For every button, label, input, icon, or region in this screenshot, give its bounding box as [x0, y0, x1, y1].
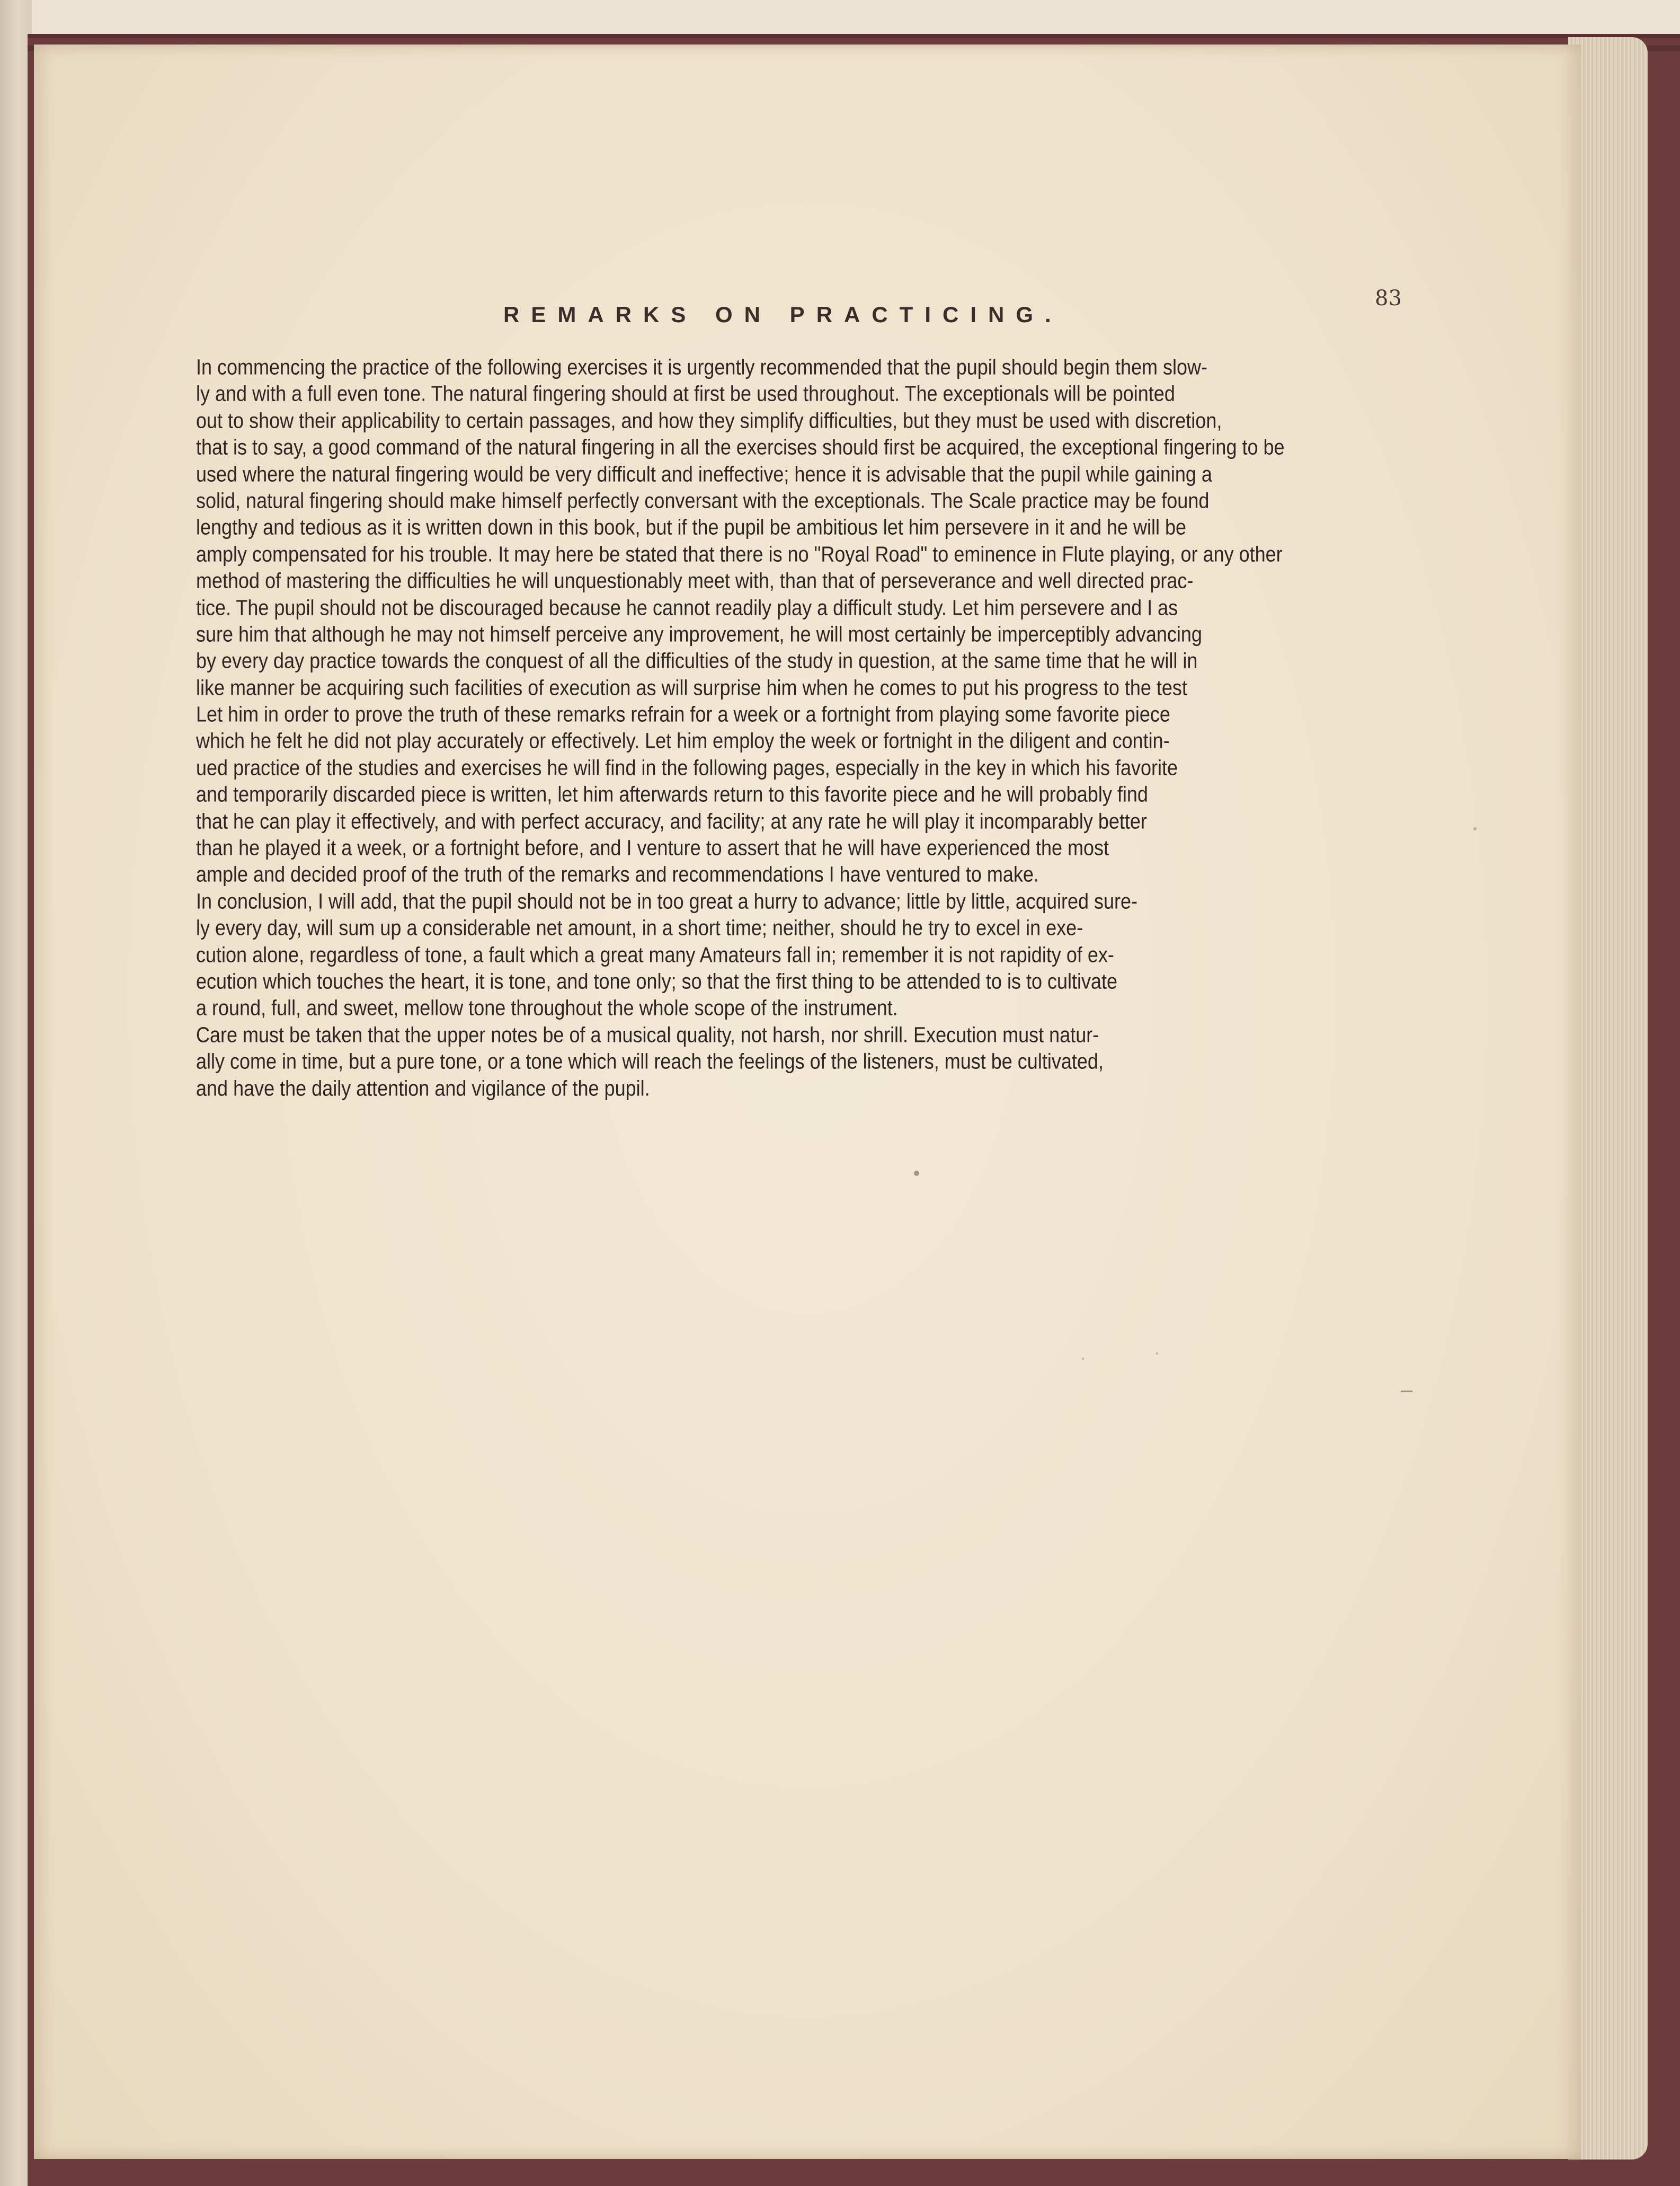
text-line: Care must be taken that the upper notes be of a musical quality, not harsh, nor shrill. Execution must natur-: [196, 1022, 1099, 1047]
text-line: amply compensated for his trouble. It may here be stated that there is no "Royal Road" to eminence in Flute playing, or any other: [196, 542, 1283, 567]
page-number: 83: [1375, 286, 1402, 311]
text-line: which he felt he did not play accurately or effectively. Let him employ the week or fortnight in the diligent and contin-: [196, 728, 1170, 753]
text-line: and have the daily attention and vigilance of the pupil.: [196, 1076, 650, 1100]
text-line: Let him in order to prove the truth of these remarks refrain for a week or a fortnight from playing some favorite piece: [196, 702, 1170, 727]
text-line: ly and with a full even tone. The natural fingering should at first be used throughout. The exceptionals will be pointed: [196, 381, 1175, 406]
text-line: like manner be acquiring such facilities of execution as will surprise him when he comes to put his progress to the test: [196, 675, 1187, 700]
text-line: a round, full, and sweet, mellow tone throughout the whole scope of the instrument.: [196, 995, 898, 1020]
text-line: sure him that although he may not himself perceive any improvement, he will most certainly be imperceptibly advancing: [196, 622, 1202, 647]
text-line: ally come in time, but a pure tone, or a tone which will reach the feelings of the listeners, must be cultivated,: [196, 1049, 1104, 1074]
text-line: than he played it a week, or a fortnight before, and I venture to assert that he will have experienced the most: [196, 835, 1109, 860]
text-line: ued practice of the studies and exercises he will find in the following pages, especially in the key in which his favorite: [196, 755, 1178, 780]
text-line: In conclusion, I will add, that the pupil should not be in too great a hurry to advance; little by little, acquired sure-: [196, 889, 1138, 914]
text-line: lengthy and tedious as it is written down in this book, but if the pupil be ambitious let him persevere in it and he will be: [196, 515, 1187, 539]
previous-page-edge: [0, 0, 32, 2186]
text-line: ample and decided proof of the truth of the remarks and recommendations I have ventured to make.: [196, 862, 1039, 887]
text-line: solid, natural fingering should make himself perfectly conversant with the exceptionals. The Scale practice may be found: [196, 488, 1210, 513]
text-line: and temporarily discarded piece is written, let him afterwards return to this favorite piece and he will probably find: [196, 782, 1148, 807]
text-line: that he can play it effectively, and with perfect accuracy, and facility; at any rate he will play it incomparably better: [196, 809, 1147, 834]
body-text: [196, 352, 1425, 1100]
text-line: by every day practice towards the conquest of all the difficulties of the study in question, at the same time that he will in: [196, 648, 1198, 673]
text-line: used where the natural fingering would be very difficult and ineffective; hence it is advisable that the pupil while gaining a: [196, 462, 1212, 486]
text-line: ly every day, will sum up a considerable net amount, in a short time; neither, should he try to excel in exe-: [196, 915, 1083, 940]
text-line: ecution which touches the heart, it is tone, and tone only; so that the first thing to be attended to is to cultivate: [196, 969, 1118, 994]
text-line: that is to say, a good command of the natural fingering in all the exercises should first be acquired, the exceptional fingering to be: [196, 435, 1285, 459]
text-line: tice. The pupil should not be discouraged because he cannot readily play a difficult study. Let him persevere and I as: [196, 595, 1178, 619]
text-line: In commencing the practice of the following exercises it is urgently recommended that the pupil should begin them slow-: [196, 355, 1207, 379]
text-line: cution alone, regardless of tone, a fault which a great many Amateurs fall in; remember it is not rapidity of ex-: [196, 942, 1114, 967]
text-line: method of mastering the difficulties he will unquestionably meet with, than that of perseverance and well directed prac-: [196, 568, 1194, 593]
page-title: REMARKS ON PRACTICING.: [503, 302, 1063, 327]
text-line: out to show their applicability to certain passages, and how they simplify difficulties, but they must be used with discretion,: [196, 408, 1222, 433]
